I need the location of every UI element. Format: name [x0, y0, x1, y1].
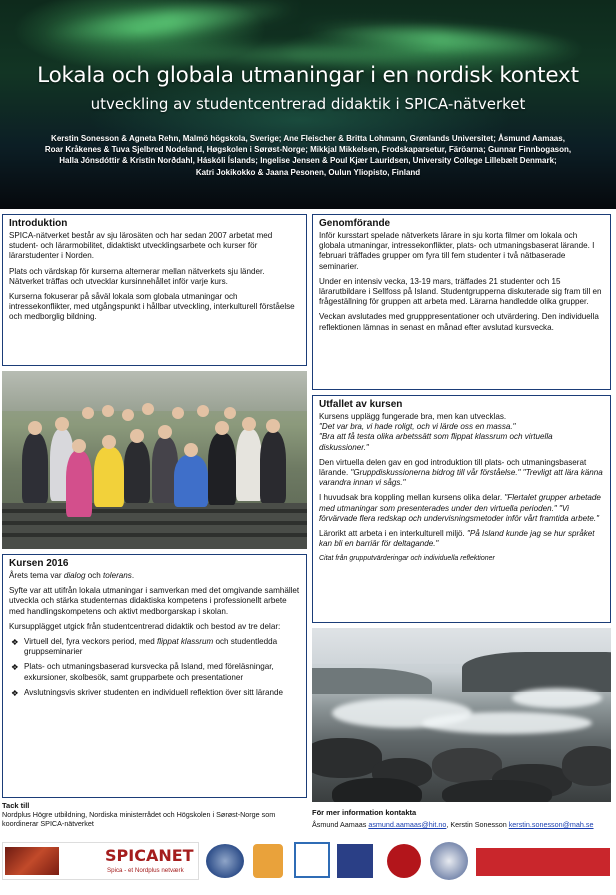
- intro-paragraph: Plats och värdskap för kurserna alternerar mellan nätverkets sju länder. Nätverket träffas och utvecklar kursinnehållet inför varje kurs.: [9, 266, 265, 286]
- contact-section: [312, 808, 611, 829]
- person-head: [158, 425, 172, 439]
- person: [22, 433, 48, 503]
- author-line: Roar Kråkenes & Tuva Sjelbred Nodeland, Høgskolen i Sørøst-Norge; Mikkjal Mikkelsen, Frodskaparsetur, Färöarna; Gunnar Finnbogason,: [44, 145, 572, 155]
- spicanet-logo: [2, 842, 199, 880]
- spicanet-name: SPICANET: [105, 846, 194, 865]
- person: [94, 447, 124, 507]
- photo-stair: [2, 521, 307, 525]
- pattern-logo-icon: [476, 848, 610, 876]
- diamond-bullet-icon: ❖: [11, 687, 19, 698]
- list-item: ❖ Avslutningsvis skriver studenten en individuell reflektion över sitt lärande: [11, 687, 283, 698]
- photo-stair: [2, 509, 307, 513]
- aurora-band: [120, 48, 480, 62]
- person-head: [266, 419, 280, 433]
- person-head: [242, 417, 256, 431]
- person-head: [224, 407, 236, 419]
- person-head: [102, 405, 114, 417]
- email-link[interactable]: kerstin.sonesson@mah.se: [508, 820, 594, 829]
- university-seal-icon: [206, 844, 244, 878]
- thanks-text: Nordplus Högre utbildning, Nordiska ministerrådet och Högskolen i Sørøst-Norge som koordinerar SPICA-nätverket: [2, 810, 276, 828]
- rock: [562, 746, 611, 786]
- implementation-box: [312, 214, 611, 390]
- course-box: [2, 554, 307, 798]
- implementation-paragraph: Inför kursstart spelade nätverkets lärare in sju korta filmer om lokala och globala utmaningar, intressekonflikter, plats- och utmaningsbaserat lärande. I februari träffades grupper om fyra till fem studenter i två nätbaserade seminarier.: [319, 231, 595, 271]
- intro-heading: Introduktion: [9, 218, 68, 229]
- outcome-paragraph: Den virtuella delen gav en god introduktion till plats- och utmaningsbaserat lärande. "Gruppdiskussionerna bidrog till vår förståelse." "Trevligt att lära känna varandra innan vi sågs.": [319, 457, 603, 488]
- diamond-bullet-icon: ❖: [11, 662, 19, 673]
- rock: [442, 780, 552, 802]
- intro-box: [2, 214, 307, 366]
- author-line: Halla Jónsdóttir & Kristín Norðdahl, Háskóli Íslands; Ingelise Jensen & Poul Kjær Lauridsen, University College Lillebælt Denmark;: [59, 156, 557, 166]
- implementation-paragraph: Under en intensiv vecka, 13-19 mars, träffades 21 studenter och 15 lärarutbildare i Sellfoss på Island. Studentgrupperna diskuterade sig fram till en frågeställning för gruppen att arbeta med. Lärarna handledde olika grupper.: [319, 276, 602, 307]
- coast-photo: [312, 628, 611, 802]
- intro-paragraph: SPICA-nätverket består av sju lärosäten och har sedan 2007 arbetat med student- och lärarmobilitet, didaktiskt utvecklingsarbete och kurser för lärarstudenter i Norden.: [9, 231, 273, 261]
- header-banner: [0, 0, 616, 209]
- list-item: ❖ Plats- och utmaningsbaserad kursvecka på Island, med föreläsningar, exkursioner, skolbesök, samt grupparbete och presentationer: [11, 662, 274, 682]
- course-theme: Årets tema var dialog och tolerans.: [9, 571, 135, 580]
- outcome-heading: Utfallet av kursen: [319, 399, 403, 410]
- person-head: [102, 435, 116, 449]
- snowflake-logo-icon: [294, 842, 330, 878]
- logo-strip: [0, 838, 616, 895]
- poster-title: Lokala och globala utmaningar i en nordisk kontext: [37, 63, 579, 88]
- outcome-paragraph: Kursens upplägg fungerade bra, men kan utvecklas.: [319, 412, 507, 421]
- photo-sky: [2, 371, 307, 411]
- person: [260, 431, 286, 503]
- implementation-heading: Genomförande: [319, 218, 391, 229]
- university-seal-icon: [430, 842, 468, 880]
- contact-heading: För mer information kontakta: [312, 808, 417, 817]
- person-head: [82, 407, 94, 419]
- person-head: [28, 421, 42, 435]
- person: [174, 455, 208, 507]
- course-paragraph: Kursupplägget utgick från studentcentrerad didaktik och bestod av tre delar:: [9, 621, 281, 631]
- thanks-section: [2, 801, 307, 828]
- diamond-bullet-icon: ❖: [11, 637, 19, 648]
- person: [66, 451, 92, 517]
- implementation-paragraph: Veckan avslutades med grupppresentationer och utvärdering. Den individuella reflektionen lämnas in senast en månad efter avslutad kursvecka.: [319, 312, 599, 332]
- author-list: [8, 133, 608, 178]
- list-item: ❖ Virtuell del, fyra veckors period, med flippat klassrum och studentledda gruppseminarier: [11, 637, 278, 657]
- puzzle-logo-icon: [337, 844, 373, 878]
- person-head: [72, 439, 86, 453]
- email-link[interactable]: asmund.aamaas@hit.no: [368, 820, 447, 829]
- spicanet-tagline: Spica - et Nordplus netværk: [107, 867, 184, 874]
- hill: [312, 668, 432, 694]
- thanks-heading: Tack till: [2, 801, 30, 810]
- person-head: [55, 417, 69, 431]
- outcome-paragraph: I huvudsak bra koppling mellan kursens olika delar. "Flertalet grupper arbetade med utmaningar som presenterades under den virtuella perioden." "Vi förvärvade flera redskap och undervisningsmetoder inför vårt framtida arbete.": [319, 493, 601, 523]
- outcome-paragraph: Lärorikt att arbeta i en interkulturell miljö. "På Island kunde jag se hur språket kan bli en barriär för deltagande.": [319, 529, 595, 549]
- surf: [512, 688, 602, 708]
- author-line: Kerstin Sonesson & Agneta Rehn, Malmö högskola, Sverige; Ane Fleischer & Britta Lohmann, Grønlands Universitet; Åsmund Aamaas,: [51, 134, 565, 143]
- shield-logo-icon: [387, 844, 421, 878]
- spicanet-image-icon: [5, 847, 59, 875]
- person: [208, 433, 236, 505]
- outcome-quote: "Det var bra, vi hade roligt, och vi lärde oss en massa.": [319, 422, 516, 432]
- person-head: [184, 443, 198, 457]
- group-photo: [2, 371, 307, 549]
- person-head: [142, 403, 154, 415]
- aurora-band: [40, 0, 301, 46]
- university-logo-icon: [253, 844, 283, 878]
- course-paragraph: Syfte var att utifrån lokala utmaningar i samverkan med det omgivande samhället utveckla och stärka studenternas didaktiska kompetens i professionellt arbete med handlingskompetens och aktivt medborgarskap i skolan.: [9, 586, 300, 616]
- outcome-citation: Citat från grupputvärderingar och individuella reflektioner: [319, 555, 495, 563]
- poster-subtitle: utveckling av studentcentrerad didaktik i SPICA-nätverket: [90, 95, 526, 113]
- outcome-quote: "Bra att få testa olika arbetssätt som flippat klassrum och virtuella diskussioner.": [319, 432, 553, 452]
- person-head: [172, 407, 184, 419]
- intro-paragraph: Kurserna fokuserar på såväl lokala som globala utmaningar och intressekonflikter, med utgångspunkt i hållbar utveckling, interkulturell förståelse och medborglig bildning.: [9, 292, 295, 322]
- person: [124, 441, 150, 503]
- author-line: Katri Jokikokko & Jaana Pesonen, Oulun Yliopisto, Finland: [195, 167, 421, 177]
- cliff: [462, 652, 611, 692]
- outcome-box: [312, 395, 611, 623]
- person-head: [122, 409, 134, 421]
- person-head: [197, 405, 209, 417]
- person-head: [215, 421, 229, 435]
- surf: [422, 712, 592, 734]
- person-head: [130, 429, 144, 443]
- contact-line: Åsmund Aamaas asmund.aamaas@hit.no, Kerstin Sonesson kerstin.sonesson@mah.se: [312, 820, 594, 829]
- course-parts-list: [9, 637, 300, 698]
- rock: [332, 778, 422, 802]
- person: [236, 429, 262, 501]
- course-heading: Kursen 2016: [9, 558, 69, 569]
- photo-stair: [2, 533, 307, 537]
